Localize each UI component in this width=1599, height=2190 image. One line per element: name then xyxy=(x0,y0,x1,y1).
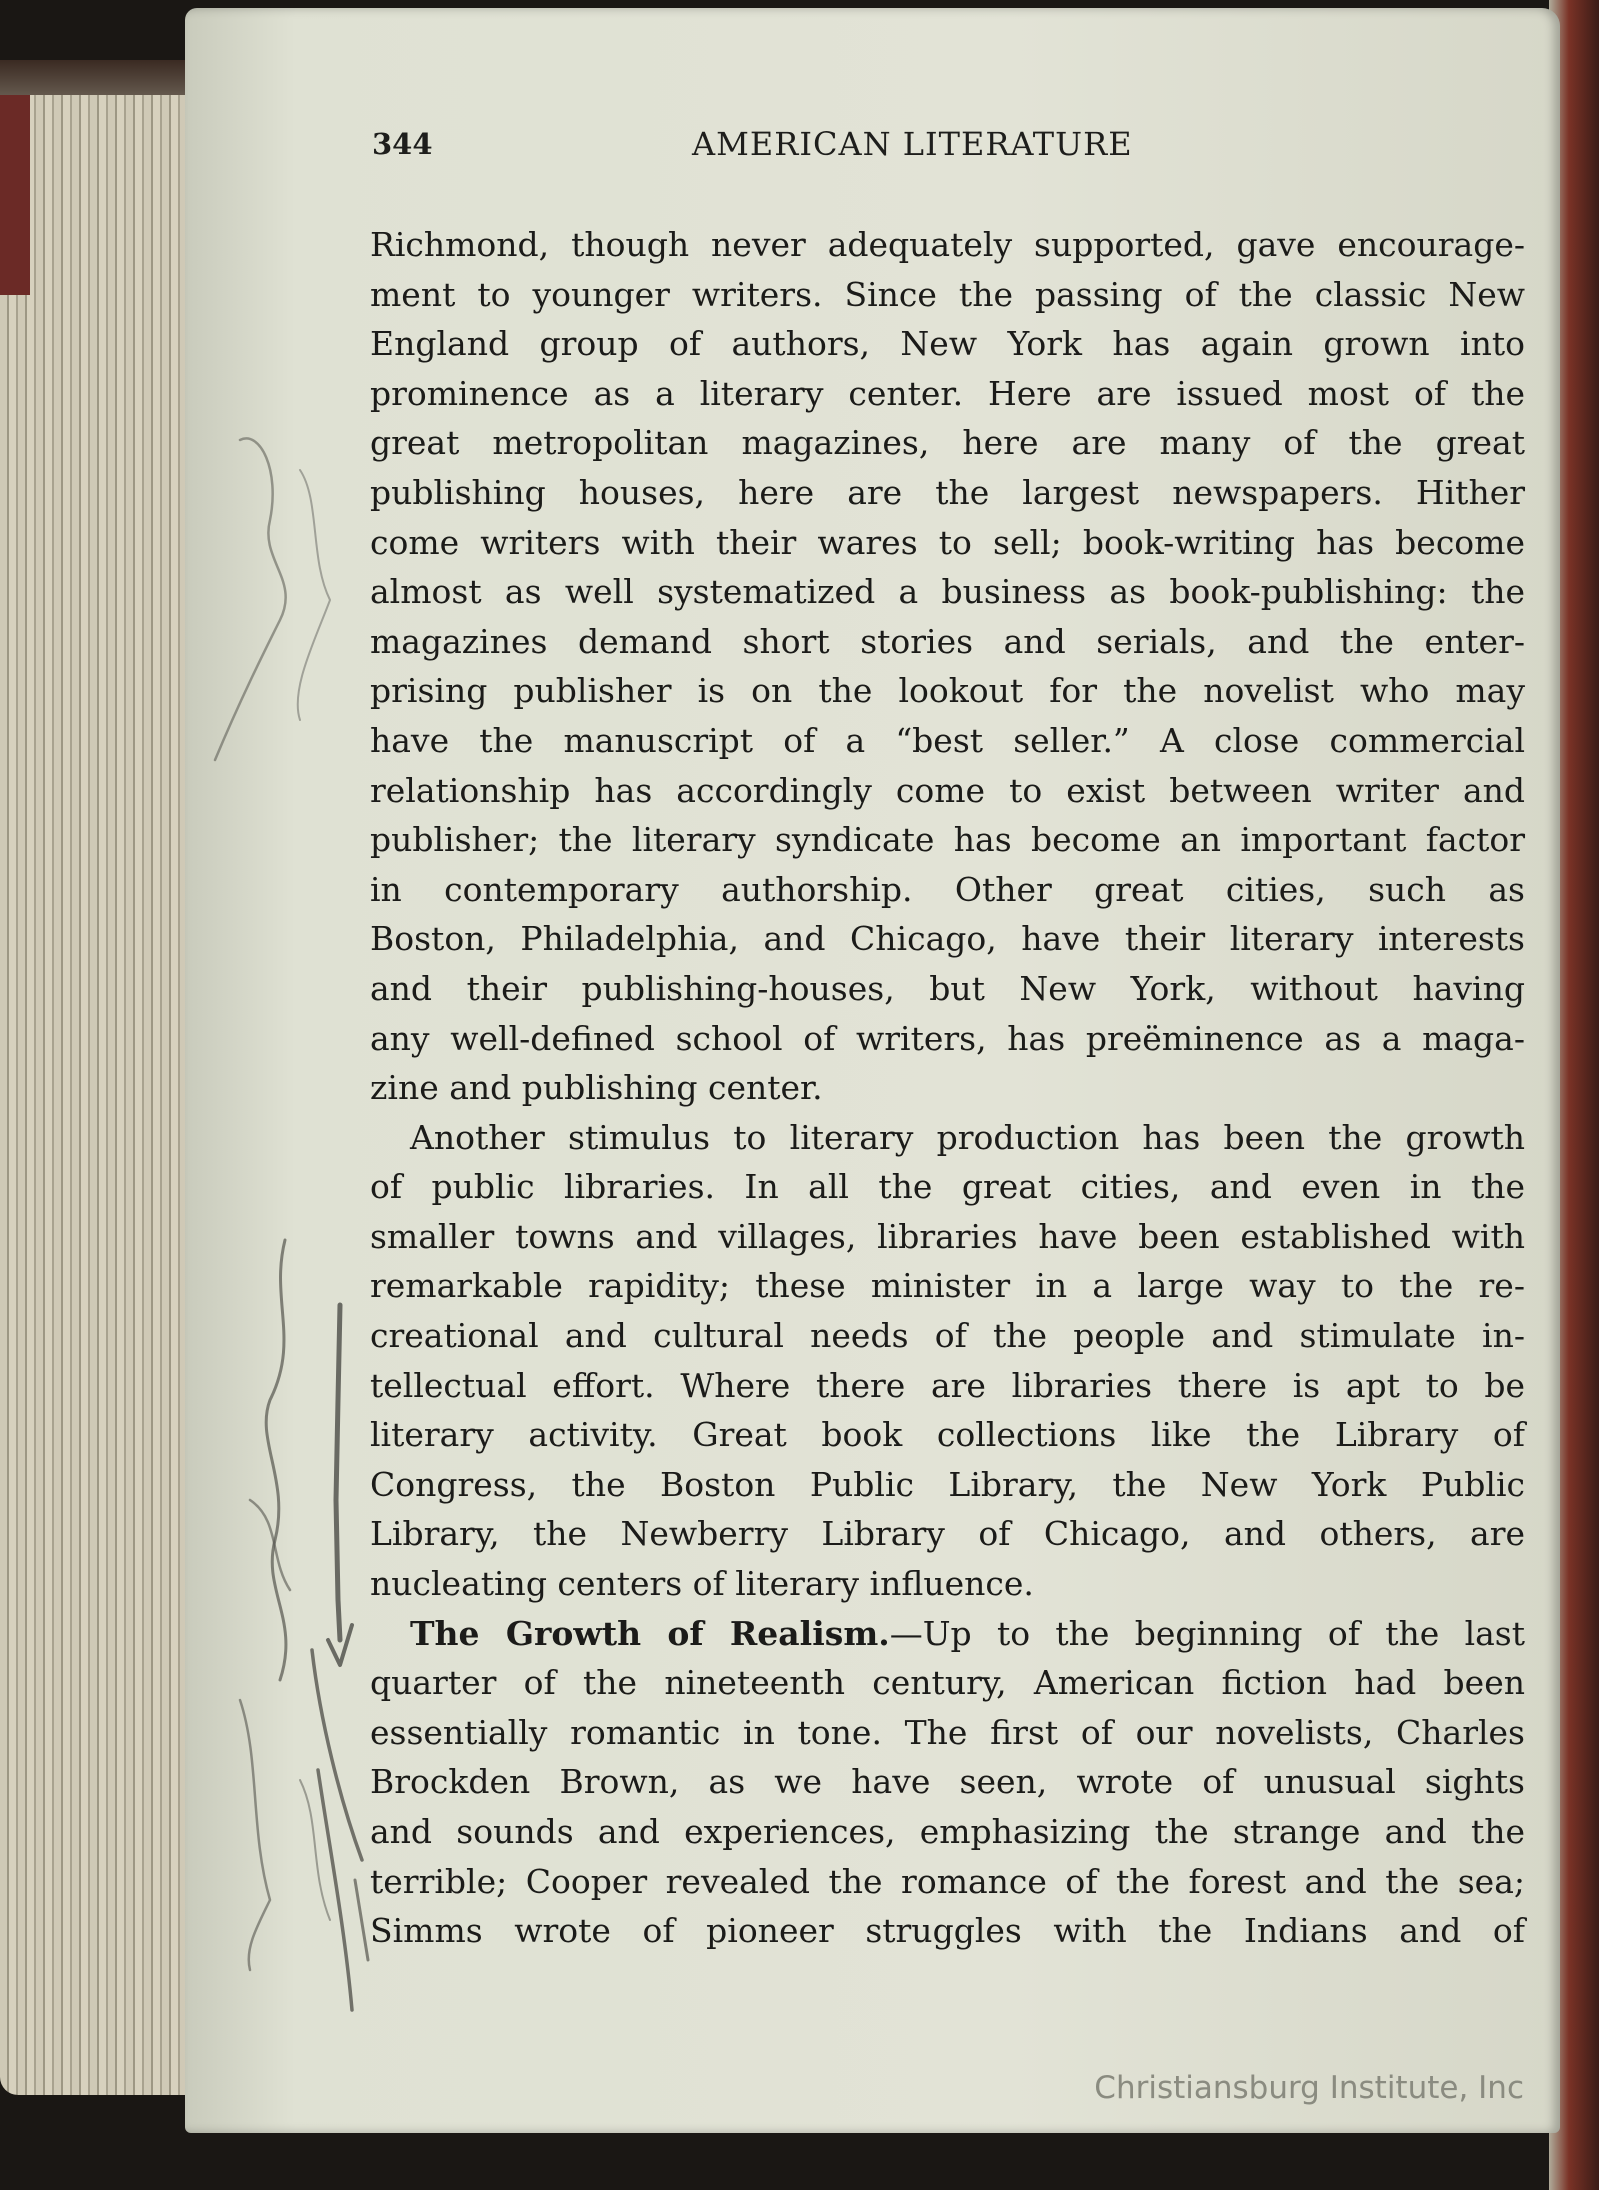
text-line: Congress, the Boston Public Library, the New York Public xyxy=(370,1464,1525,1504)
pencil-scribble-lower-4 xyxy=(300,1780,330,1920)
text-line: creational and cultural needs of the people and stimulate in- xyxy=(370,1316,1525,1356)
watermark: Christiansburg Institute, Inc xyxy=(1094,2070,1524,2106)
text-line: smaller towns and villages, libraries have been established with xyxy=(370,1216,1525,1256)
text-line: quarter of the nineteenth century, American fiction had been xyxy=(370,1663,1525,1703)
text-line: have the manuscript of a “best seller.” A close commercial xyxy=(370,720,1525,760)
text-line: great metropolitan magazines, here are many of the great xyxy=(370,423,1525,463)
text-line: in contemporary authorship. Other great cities, such as xyxy=(370,869,1525,909)
text-line: Boston, Philadelphia, and Chicago, have their literary interests xyxy=(370,919,1525,959)
text-line: and their publishing-houses, but New York, without having xyxy=(370,968,1525,1008)
pencil-scribble-lower-3 xyxy=(240,1700,270,1970)
pencil-bracket-line-1 xyxy=(312,1650,362,1860)
text-line: prominence as a literary center. Here are issued most of the xyxy=(370,373,1525,413)
page-number: 344 xyxy=(372,127,433,161)
text-line: prising publisher is on the lookout for the novelist who may xyxy=(370,671,1525,711)
text-line: and sounds and experiences, emphasizing the strange and the xyxy=(370,1812,1525,1851)
heading-line-rest: —Up to the beginning of the last xyxy=(889,1613,1525,1653)
text-line: Brockden Brown, as we have seen, wrote of unusual sights xyxy=(370,1762,1525,1802)
text-line: Another stimulus to literary production has been the growth xyxy=(410,1117,1525,1157)
text-line: of public libraries. In all the great cities, and even in the xyxy=(370,1167,1525,1207)
pencil-vertical-line xyxy=(336,1305,340,1640)
running-head: AMERICAN LITERATURE xyxy=(692,125,1133,163)
text-line: ment to younger writers. Since the passing of the classic New xyxy=(370,274,1525,314)
text-line: England group of authors, New York has again grown into xyxy=(370,324,1525,364)
text-line: literary activity. Great book collections like the Library of xyxy=(370,1415,1525,1455)
text-line: remarkable rapidity; these minister in a large way to the re- xyxy=(370,1266,1525,1306)
pencil-bracket-line-3 xyxy=(355,1880,368,1960)
text-line: tellectual effort. Where there are libraries there is apt to be xyxy=(370,1365,1525,1405)
text-line: almost as well systematized a business as book-publishing: the xyxy=(370,572,1525,612)
text-line: essentially romantic in tone. The first of our novelists, Charles xyxy=(370,1712,1525,1752)
text-line: Simms wrote of pioneer struggles with the Indians and of xyxy=(370,1911,1525,1951)
text-line: magazines demand short stories and serials, and the enter- xyxy=(370,621,1525,661)
pencil-bracket-line-2 xyxy=(318,1770,352,2010)
text-line: zine and publishing center. xyxy=(370,1068,823,1108)
text-line: Library, the Newberry Library of Chicago, and others, are xyxy=(370,1514,1525,1554)
text-line: come writers with their wares to sell; book-writing has become xyxy=(370,522,1525,562)
text-line: Richmond, though never adequately supported, gave encourage- xyxy=(370,225,1525,264)
section-heading: The Growth of Realism. xyxy=(410,1613,890,1653)
text-line: publisher; the literary syndicate has become an important factor xyxy=(370,820,1525,860)
text-line: relationship has accordingly come to exist between writer and xyxy=(370,770,1525,810)
text-line: terrible; Cooper revealed the romance of the forest and the sea; xyxy=(370,1861,1525,1901)
pencil-scribble-lower xyxy=(266,1240,286,1680)
text-line: any well-defined school of writers, has preëminence as a maga- xyxy=(370,1018,1525,1058)
text-line: nucleating centers of literary influence. xyxy=(370,1564,1034,1604)
pencil-scribble-upper xyxy=(215,438,286,760)
text-line: publishing houses, here are the largest newspapers. Hither xyxy=(370,472,1525,512)
pencil-scribble-lower-2 xyxy=(250,1500,290,1590)
pencil-scribble-upper-2 xyxy=(298,470,330,720)
